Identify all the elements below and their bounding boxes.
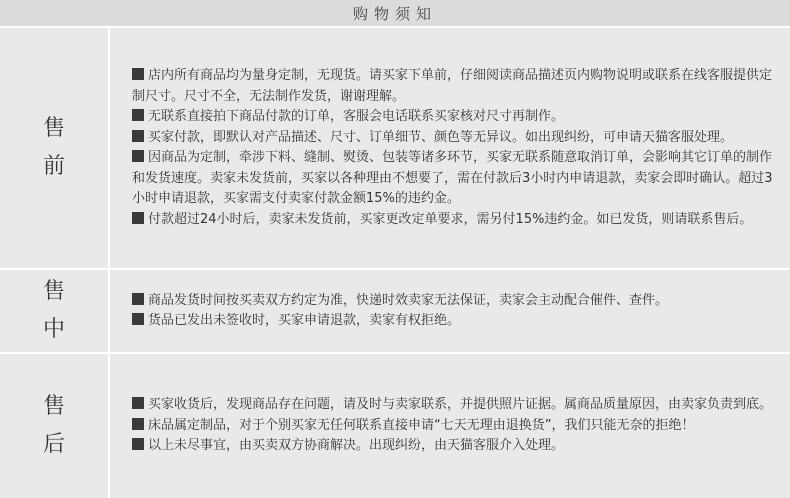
- bullet-square-icon: [132, 68, 144, 80]
- bullet-square-icon: [132, 438, 144, 450]
- pre-sale-label-bottom: 前: [42, 154, 65, 179]
- item-text: 店内所有商品均为量身定制，无现货。请买家下单前，仔细阅读商品描述页内购物说明或联系在线客服提供定制尺寸。尺寸不全，无法制作发货，谢谢理解。: [132, 68, 773, 104]
- after-sale-label: [0, 354, 108, 498]
- list-item: [132, 210, 776, 231]
- list-item: [132, 416, 776, 437]
- in-sale-content: [110, 270, 790, 352]
- item-text: 货品已发出未签收时，买家申请退款，卖家有权拒绝。: [148, 313, 461, 328]
- list-item: [132, 128, 776, 149]
- item-text: 买家付款，即默认对产品描述、尺寸、订单细节、颜色等无异议。如出现纠纷，可申请天猫客服处理。: [148, 129, 734, 145]
- list-item: [132, 436, 776, 457]
- pre-sale-label: [0, 28, 108, 268]
- in-sale-label-top: 售: [42, 279, 65, 304]
- list-item: [132, 107, 776, 128]
- pre-sale-content: [110, 28, 790, 268]
- pre-sale-section: [0, 28, 790, 268]
- bullet-square-icon: [132, 130, 144, 142]
- bullet-square-icon: [132, 109, 144, 121]
- list-item: [132, 395, 776, 416]
- bullet-square-icon: [132, 397, 144, 409]
- bullet-square-icon: [132, 293, 144, 305]
- list-item: [132, 311, 776, 332]
- notice-title: 购物须知: [0, 0, 790, 26]
- item-text: 因商品为定制，牵涉下料、缝制、熨烫、包装等诸多环节，买家无联系随意取消订单，会影响其它订单的制作和发货速度。卖家未发货前，买家以各种理由不想要了，需在付款后3小时内申请退款，卖家会即时确认。超过3小时申请退款，买家需支付卖家付款金额15%的违约金。: [132, 150, 773, 206]
- list-item: [132, 66, 776, 107]
- after-sale-label-top: 售: [42, 394, 65, 419]
- after-sale-label-bottom: 后: [42, 432, 65, 457]
- bullet-square-icon: [132, 313, 144, 325]
- item-text: 付款超过24小时后，卖家未发货前，买家更改定单要求，需另付15%违约金。如已发货，则请联系售后。: [148, 211, 753, 227]
- bullet-square-icon: [132, 418, 144, 430]
- in-sale-section: [0, 270, 790, 352]
- bullet-square-icon: [132, 212, 144, 224]
- item-text: 商品发货时间按买卖双方约定为准，快递时效卖家无法保证，卖家会主动配合催件、查件。: [148, 292, 669, 308]
- in-sale-label: [0, 270, 108, 352]
- after-sale-content: [110, 354, 790, 498]
- bullet-square-icon: [132, 150, 144, 162]
- item-text: 买家收货后，发现商品存在问题，请及时与卖家联系，并提供照片证据。属商品质量原因，由卖家负责到底。: [148, 397, 773, 413]
- after-sale-section: [0, 354, 790, 498]
- item-text: 以上未尽事宜，由买卖双方协商解决。出现纠纷，由天猫客服介入处理。: [148, 438, 565, 454]
- list-item: [132, 148, 776, 210]
- in-sale-label-bottom: 中: [42, 317, 65, 342]
- item-text: 床品属定制品，对于个别买家无任何联系直接申请“七天无理由退换货”，我们只能无奈的拒绝！: [148, 417, 695, 433]
- list-item: [132, 291, 776, 312]
- pre-sale-label-top: 售: [42, 116, 65, 141]
- item-text: 无联系直接拍下商品付款的订单，客服会电话联系买家核对尺寸再制作。: [148, 109, 565, 124]
